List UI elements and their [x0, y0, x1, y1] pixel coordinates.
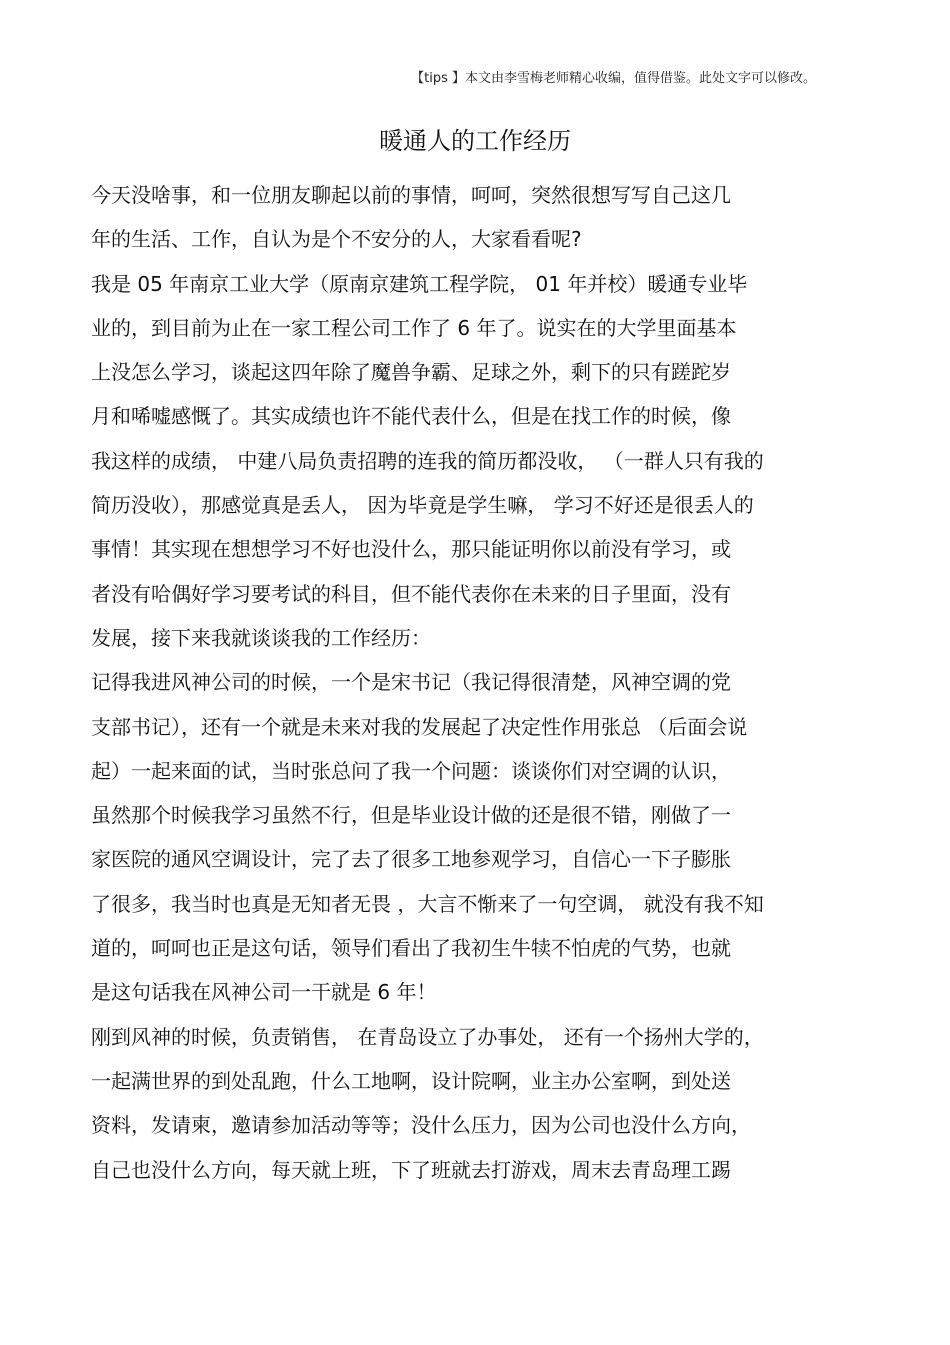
body-line: 上没怎么学习，谈起这四年除了魔兽争霸、足球之外，剩下的只有蹉跎岁 [91, 360, 731, 385]
document-body [91, 180, 856, 1199]
body-line: 刚到风神的时候，负责销售， 在青岛设立了办事处， 还有一个扬州大学的， [91, 1024, 764, 1049]
body-line: 支部书记），还有一个就是未来对我的发展起了决定性作用张总 （后面会说 [91, 714, 748, 739]
body-line: 事情！其实现在想想学习不好也没什么，那只能证明你以前没有学习，或 [91, 537, 731, 562]
body-line: 一起满世界的到处乱跑，什么工地啊，设计院啊，业主办公室啊，到处送 [91, 1068, 731, 1093]
body-line: 自己也没什么方向，每天就上班，下了班就去打游戏，周末去青岛理工踢 [91, 1157, 731, 1182]
body-line: 业的，到目前为止在一家工程公司工作了 6 年了。说实在的大学里面基本 [91, 315, 737, 340]
header-note: 【tips 】本文由李雪梅老师精心收编，值得借鉴。此处文字可以修改。 [411, 71, 816, 86]
body-line: 是这句话我在风神公司一干就是 6 年！ [91, 980, 437, 1005]
body-line: 虽然那个时候我学习虽然不行，但是毕业设计做的还是很不错，刚做了一 [91, 803, 731, 828]
body-line: 了很多，我当时也真是无知者无畏 ，大言不惭来了一句空调， 就没有我不知 [91, 891, 764, 916]
body-line: 今天没啥事，和一位朋友聊起以前的事情，呵呵，突然很想写写自己这几 [91, 183, 731, 207]
body-line: 我是 05 年南京工业大学（原南京建筑工程学院， 01 年并校）暖通专业毕 [91, 271, 748, 296]
body-line: 简历没收），那感觉真是丢人， 因为毕竟是学生嘛， 学习不好还是很丢人的 [91, 493, 754, 518]
body-line: 发展，接下来我就谈谈我的工作经历： [91, 625, 431, 650]
body-line: 我这样的成绩， 中建八局负责招聘的连我的简历都没收， （一群人只有我的 [91, 448, 764, 473]
body-line: 家医院的通风空调设计，完了去了很多工地参观学习，自信心一下子膨胀 [91, 847, 731, 872]
body-line: 资料，发请柬，邀请参加活动等等；没什么压力，因为公司也没什么方向， [91, 1113, 751, 1138]
body-line: 道的，呵呵也正是这句话，领导们看出了我初生牛犊不怕虎的气势，也就 [91, 936, 731, 961]
body-line: 记得我进风神公司的时候，一个是宋书记（我记得很清楚，风神空调的党 [91, 670, 731, 695]
body-line: 起）一起来面的试，当时张总问了我一个问题：谈谈你们对空调的认识， [91, 758, 731, 783]
document-title: 暖通人的工作经历 [379, 127, 571, 155]
body-line: 者没有哈偶好学习要考试的科目，但不能代表你在未来的日子里面，没有 [91, 581, 731, 606]
body-line: 年的生活、工作，自认为是个不安分的人，大家看看呢? [91, 227, 582, 252]
body-line: 月和唏嘘感慨了。其实成绩也许不能代表什么，但是在找工作的时候，像 [91, 404, 731, 429]
